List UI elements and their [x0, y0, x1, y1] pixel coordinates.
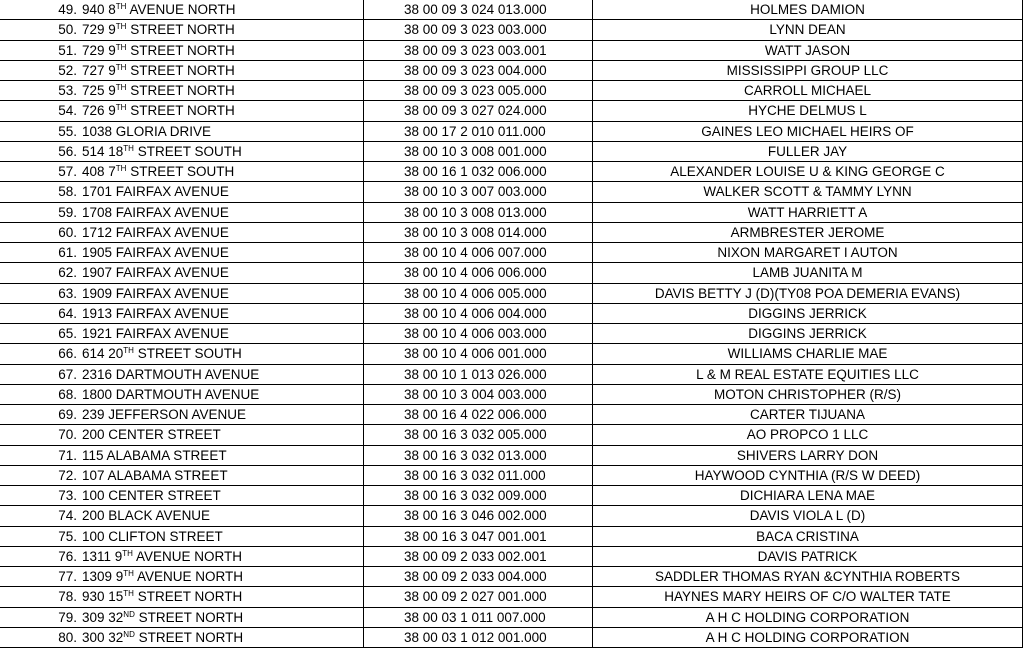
ordinal-suffix: TH [123, 143, 134, 153]
table-row [0, 243, 1023, 263]
table-row [0, 546, 1023, 566]
ordinal-suffix: TH [123, 589, 134, 599]
table-row [0, 567, 1023, 587]
table-row [0, 324, 1023, 344]
parcel-cell [364, 162, 593, 182]
parcel-cell [364, 546, 593, 566]
ordinal-suffix: TH [123, 346, 134, 356]
address-text: 1311 9 [82, 548, 123, 564]
address-cell [0, 60, 364, 80]
parcel-number: 38 00 09 3 027 024.000 [404, 103, 547, 119]
address-text: STREET SOUTH [126, 164, 235, 180]
parcel-number: 38 00 03 1 011 007.000 [404, 609, 546, 625]
ordinal-suffix: ND [123, 609, 135, 619]
address-text: 1038 GLORIA DRIVE [82, 123, 212, 139]
table-row [0, 607, 1023, 627]
table-row [0, 303, 1023, 323]
address-cell [0, 263, 364, 283]
parcel-cell [364, 0, 593, 20]
address-text: 107 ALABAMA STREET [82, 467, 228, 483]
owner-name: WATT JASON [593, 40, 1023, 60]
parcel-cell [364, 101, 593, 121]
parcel-cell [364, 465, 593, 485]
parcel-cell [364, 445, 593, 465]
parcel-cell [364, 587, 593, 607]
parcel-number: 38 00 10 4 006 006.000 [404, 265, 547, 281]
row-number: 72. [58, 467, 77, 483]
parcel-number: 38 00 16 3 047 001.001 [404, 528, 547, 544]
parcel-cell [364, 243, 593, 263]
row-number: 59. [58, 204, 77, 220]
address-text: 300 32 [82, 629, 124, 645]
parcel-number: 38 00 09 2 027 001.000 [404, 589, 547, 605]
parcel-number: 38 00 16 3 032 013.000 [404, 447, 547, 463]
parcel-number: 38 00 10 3 004 003.000 [404, 386, 547, 402]
address-text: 2316 DARTMOUTH AVENUE [82, 366, 260, 382]
address-cell [0, 324, 364, 344]
parcel-number: 38 00 16 3 046 002.000 [404, 508, 547, 524]
parcel-number: 38 00 09 2 033 004.000 [404, 569, 547, 585]
row-number: 64. [58, 305, 77, 321]
address-text: AVENUE NORTH [133, 569, 243, 585]
owner-name: WALKER SCOTT & TAMMY LYNN [593, 182, 1023, 202]
address-text: 1800 DARTMOUTH AVENUE [82, 386, 260, 402]
parcel-number: 38 00 10 4 006 004.000 [404, 305, 547, 321]
address-cell [0, 587, 364, 607]
parcel-cell [364, 182, 593, 202]
parcel-number: 38 00 10 3 007 003.000 [404, 184, 547, 200]
ordinal-suffix: TH [115, 22, 127, 32]
address-text: STREET NORTH [126, 42, 235, 58]
owner-name: CARROLL MICHAEL [593, 81, 1023, 101]
address-text: 1309 9 [82, 569, 124, 585]
row-number: 57. [58, 164, 77, 180]
address-cell [0, 40, 364, 60]
parcel-cell [364, 607, 593, 627]
parcel-number: 38 00 16 3 032 011.000 [404, 467, 546, 483]
owner-name: DICHIARA LENA MAE [593, 486, 1023, 506]
owner-name: DIGGINS JERRICK [593, 303, 1023, 323]
address-cell [0, 303, 364, 323]
address-text: 1708 FAIRFAX AVENUE [82, 204, 229, 220]
address-text: STREET NORTH [126, 22, 235, 38]
table-row [0, 60, 1023, 80]
address-text: 309 32 [82, 609, 124, 625]
row-number: 54. [58, 103, 77, 119]
table-row [0, 182, 1023, 202]
parcel-number: 38 00 10 4 006 007.000 [404, 245, 547, 261]
parcel-number: 38 00 16 1 032 006.000 [404, 164, 547, 180]
owner-name: WATT HARRIETT A [593, 202, 1023, 222]
parcel-cell [364, 526, 593, 546]
table-row [0, 40, 1023, 60]
address-text: 1712 FAIRFAX AVENUE [82, 224, 229, 240]
address-cell [0, 243, 364, 263]
table-row [0, 445, 1023, 465]
row-number: 74. [58, 508, 77, 524]
owner-name: A H C HOLDING CORPORATION [593, 627, 1023, 647]
owner-name: LYNN DEAN [593, 20, 1023, 40]
parcel-cell [364, 486, 593, 506]
parcel-number: 38 00 10 1 013 026.000 [404, 366, 547, 382]
parcel-number: 38 00 09 3 023 003.000 [404, 22, 547, 38]
address-cell [0, 607, 364, 627]
parcel-cell [364, 20, 593, 40]
owner-name: NIXON MARGARET I AUTON [593, 243, 1023, 263]
table-row [0, 101, 1023, 121]
address-text: 1913 FAIRFAX AVENUE [82, 305, 229, 321]
address-cell [0, 384, 364, 404]
table-row [0, 627, 1023, 647]
address-text: 200 CENTER STREET [82, 427, 221, 443]
owner-name: DAVIS BETTY J (D)(TY08 POA DEMERIA EVANS) [593, 283, 1023, 303]
row-number: 77. [58, 569, 77, 585]
address-text: 408 7 [82, 164, 116, 180]
row-number: 73. [58, 488, 77, 504]
address-text: 1907 FAIRFAX AVENUE [82, 265, 229, 281]
ordinal-suffix: TH [122, 548, 133, 558]
address-cell [0, 425, 364, 445]
address-cell [0, 546, 364, 566]
owner-name: LAMB JUANITA M [593, 263, 1023, 283]
row-number: 71. [58, 447, 77, 463]
table-row [0, 405, 1023, 425]
parcel-number: 38 00 16 3 032 009.000 [404, 488, 547, 504]
table-row [0, 263, 1023, 283]
parcel-cell [364, 141, 593, 161]
row-number: 79. [58, 609, 77, 625]
row-number: 78. [58, 589, 77, 605]
address-text: AVENUE NORTH [132, 548, 242, 564]
parcel-cell [364, 506, 593, 526]
parcel-cell [364, 263, 593, 283]
row-number: 53. [58, 83, 77, 99]
parcel-cell [364, 303, 593, 323]
table-row [0, 283, 1023, 303]
row-number: 52. [58, 62, 77, 78]
owner-name: AO PROPCO 1 LLC [593, 425, 1023, 445]
address-text: STREET NORTH [126, 103, 235, 119]
parcel-number: 38 00 09 3 023 005.000 [404, 83, 547, 99]
address-cell [0, 121, 364, 141]
owner-name: MOTON CHRISTOPHER (R/S) [593, 384, 1023, 404]
address-text: 100 CLIFTON STREET [82, 528, 223, 544]
parcel-cell [364, 202, 593, 222]
parcel-number: 38 00 09 3 023 004.000 [404, 62, 547, 78]
row-number: 70. [58, 427, 77, 443]
address-cell [0, 627, 364, 647]
row-number: 80. [58, 629, 77, 645]
table-row [0, 81, 1023, 101]
address-text: STREET NORTH [134, 609, 244, 625]
owner-name: HAYWOOD CYNTHIA (R/S W DEED) [593, 465, 1023, 485]
row-number: 76. [58, 548, 77, 564]
parcel-cell [364, 222, 593, 242]
table-row [0, 425, 1023, 445]
row-number: 66. [58, 346, 77, 362]
address-text: 1905 FAIRFAX AVENUE [82, 245, 229, 261]
table-row [0, 141, 1023, 161]
address-text: 726 9 [82, 103, 116, 119]
row-number: 63. [58, 285, 77, 301]
address-cell [0, 506, 364, 526]
owner-name: BACA CRISTINA [593, 526, 1023, 546]
address-text: 1909 FAIRFAX AVENUE [82, 285, 229, 301]
parcel-cell [364, 567, 593, 587]
address-cell [0, 202, 364, 222]
owner-name: WILLIAMS CHARLIE MAE [593, 344, 1023, 364]
owner-name: HAYNES MARY HEIRS OF C/O WALTER TATE [593, 587, 1023, 607]
parcel-number: 38 00 03 1 012 001.000 [404, 629, 547, 645]
address-cell [0, 567, 364, 587]
address-text: 514 18 [82, 143, 124, 159]
parcel-cell [364, 283, 593, 303]
parcel-cell [364, 627, 593, 647]
address-cell [0, 364, 364, 384]
address-text: 115 ALABAMA STREET [82, 447, 227, 463]
ordinal-suffix: TH [115, 42, 127, 52]
address-text: 729 9 [82, 42, 116, 58]
row-number: 55. [58, 123, 77, 139]
table-row [0, 202, 1023, 222]
ordinal-suffix: TH [115, 103, 127, 113]
owner-name: L & M REAL ESTATE EQUITIES LLC [593, 364, 1023, 384]
parcel-number: 38 00 09 3 023 003.001 [404, 42, 547, 58]
address-text: 1921 FAIRFAX AVENUE [82, 326, 229, 342]
address-cell [0, 162, 364, 182]
parcel-number: 38 00 10 3 008 001.000 [404, 143, 547, 159]
row-number: 68. [58, 386, 77, 402]
address-cell [0, 101, 364, 121]
address-cell [0, 81, 364, 101]
row-number: 75. [58, 528, 77, 544]
address-text: 725 9 [82, 83, 116, 99]
address-text: STREET NORTH [126, 83, 235, 99]
address-text: 940 8 [82, 2, 116, 18]
table-row [0, 384, 1023, 404]
row-number: 60. [58, 224, 77, 240]
address-cell [0, 182, 364, 202]
table-row [0, 526, 1023, 546]
row-number: 65. [58, 326, 77, 342]
row-number: 58. [58, 184, 77, 200]
ordinal-suffix: TH [115, 2, 127, 12]
row-number: 61. [58, 245, 77, 261]
table-row [0, 121, 1023, 141]
table-row [0, 162, 1023, 182]
address-text: 614 20 [82, 346, 124, 362]
row-number: 69. [58, 407, 77, 423]
owner-name: SADDLER THOMAS RYAN &CYNTHIA ROBERTS [593, 567, 1023, 587]
owner-name: ARMBRESTER JEROME [593, 222, 1023, 242]
row-number: 49. [58, 2, 77, 18]
address-cell [0, 0, 364, 20]
ordinal-suffix: TH [115, 83, 127, 93]
address-cell [0, 526, 364, 546]
address-text: STREET NORTH [126, 62, 235, 78]
address-cell [0, 486, 364, 506]
parcel-number: 38 00 16 4 022 006.000 [404, 407, 547, 423]
address-text: 239 JEFFERSON AVENUE [82, 407, 247, 423]
owner-name: GAINES LEO MICHAEL HEIRS OF [593, 121, 1023, 141]
address-text: 930 15 [82, 589, 124, 605]
parcel-cell [364, 60, 593, 80]
address-cell [0, 141, 364, 161]
address-cell [0, 283, 364, 303]
address-cell [0, 465, 364, 485]
ordinal-suffix: TH [115, 62, 127, 72]
address-text: STREET SOUTH [133, 346, 242, 362]
owner-name: DAVIS PATRICK [593, 546, 1023, 566]
row-number: 51. [58, 42, 77, 58]
address-text: STREET NORTH [133, 589, 243, 605]
ordinal-suffix: TH [123, 569, 134, 579]
address-text: 1701 FAIRFAX AVENUE [82, 184, 229, 200]
owner-name: FULLER JAY [593, 141, 1023, 161]
parcel-cell [364, 344, 593, 364]
owner-name: ALEXANDER LOUISE U & KING GEORGE C [593, 162, 1023, 182]
table-row [0, 20, 1023, 40]
parcel-cell [364, 40, 593, 60]
owner-name: HYCHE DELMUS L [593, 101, 1023, 121]
parcel-cell [364, 324, 593, 344]
address-text: STREET SOUTH [133, 143, 242, 159]
table-row [0, 506, 1023, 526]
owner-name: DIGGINS JERRICK [593, 324, 1023, 344]
parcel-number: 38 00 16 3 032 005.000 [404, 427, 547, 443]
table-row [0, 0, 1023, 20]
table-row [0, 587, 1023, 607]
owner-name: DAVIS VIOLA L (D) [593, 506, 1023, 526]
parcel-cell [364, 384, 593, 404]
parcel-number: 38 00 09 2 033 002.001 [404, 548, 547, 564]
parcel-cell [364, 81, 593, 101]
address-cell [0, 344, 364, 364]
address-text: AVENUE NORTH [126, 2, 236, 18]
address-cell [0, 445, 364, 465]
parcel-number: 38 00 10 4 006 003.000 [404, 326, 547, 342]
parcel-number: 38 00 10 3 008 013.000 [404, 204, 547, 220]
row-number: 67. [58, 366, 77, 382]
owner-name: SHIVERS LARRY DON [593, 445, 1023, 465]
row-number: 50. [58, 22, 77, 38]
parcel-number: 38 00 09 3 024 013.000 [404, 2, 547, 18]
row-number: 62. [58, 265, 77, 281]
address-text: STREET NORTH [134, 629, 244, 645]
table-row [0, 222, 1023, 242]
parcel-number: 38 00 10 4 006 001.000 [404, 346, 547, 362]
owner-name: HOLMES DAMION [593, 0, 1023, 20]
owner-name: MISSISSIPPI GROUP LLC [593, 60, 1023, 80]
owner-name: A H C HOLDING CORPORATION [593, 607, 1023, 627]
table-row [0, 465, 1023, 485]
parcel-cell [364, 364, 593, 384]
parcel-cell [364, 121, 593, 141]
parcel-number: 38 00 10 3 008 014.000 [404, 224, 547, 240]
table-row [0, 344, 1023, 364]
address-text: 200 BLACK AVENUE [82, 508, 211, 524]
ordinal-suffix: TH [115, 164, 127, 174]
address-text: 727 9 [82, 62, 116, 78]
address-cell [0, 222, 364, 242]
row-number: 56. [58, 143, 77, 159]
owner-name: CARTER TIJUANA [593, 405, 1023, 425]
table-row [0, 486, 1023, 506]
parcel-number: 38 00 17 2 010 011.000 [404, 123, 546, 139]
address-cell [0, 20, 364, 40]
address-text: 729 9 [82, 22, 116, 38]
table-row [0, 364, 1023, 384]
parcel-number: 38 00 10 4 006 005.000 [404, 285, 547, 301]
parcel-cell [364, 405, 593, 425]
ordinal-suffix: ND [123, 629, 135, 639]
address-text: 100 CENTER STREET [82, 488, 221, 504]
parcel-cell [364, 425, 593, 445]
address-cell [0, 405, 364, 425]
